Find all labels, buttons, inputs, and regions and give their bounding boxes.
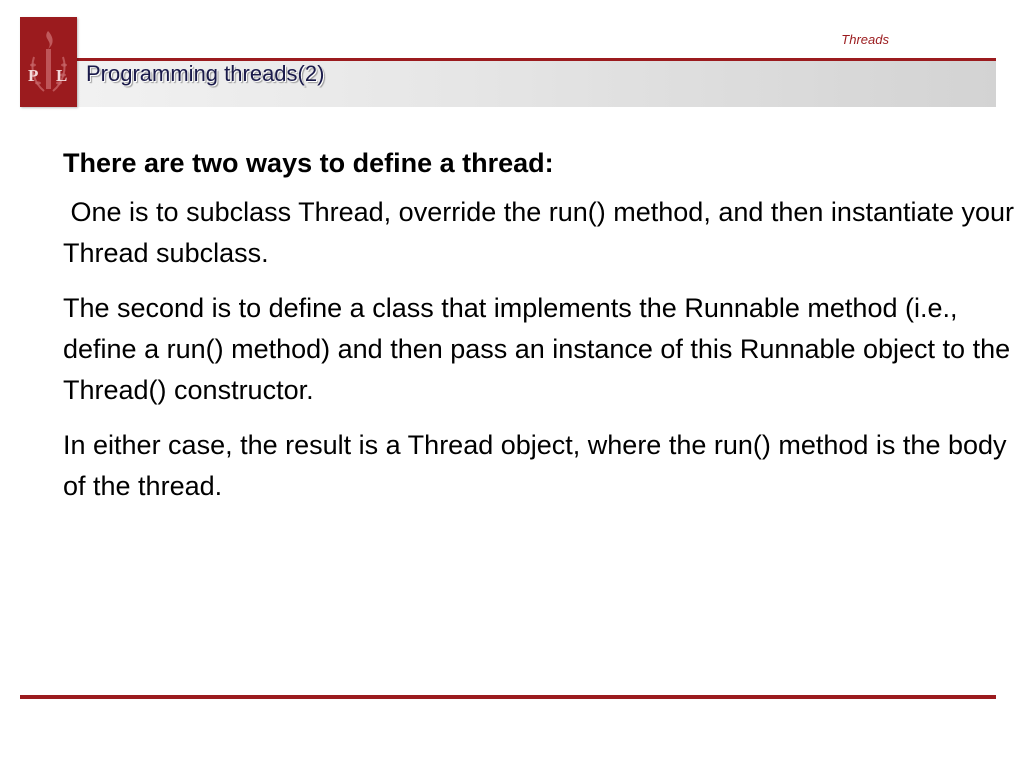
slide-title: Programming threads(2) — [86, 61, 325, 86]
svg-text:P: P — [28, 66, 39, 85]
section-label: Threads — [841, 32, 889, 47]
svg-text:L: L — [56, 66, 68, 85]
paragraph-subclass-thread: One is to subclass Thread, override the run() method, and then instantiate your Thread subclass. — [63, 197, 1022, 268]
paragraph-result: In either case, the result is a Thread object, where the run() method is the body of the thread. — [63, 430, 1007, 501]
paragraph-runnable: The second is to define a class that implements the Runnable method (i.e., define a run() method) and then pass an instance of this Runnable object to the Thread() constructor. — [63, 293, 1011, 405]
torch-emblem-icon — [20, 17, 77, 107]
university-logo — [20, 17, 77, 107]
footer-rule — [20, 695, 996, 699]
body-heading: There are two ways to define a thread: — [63, 148, 554, 178]
slide-body — [63, 142, 1022, 521]
